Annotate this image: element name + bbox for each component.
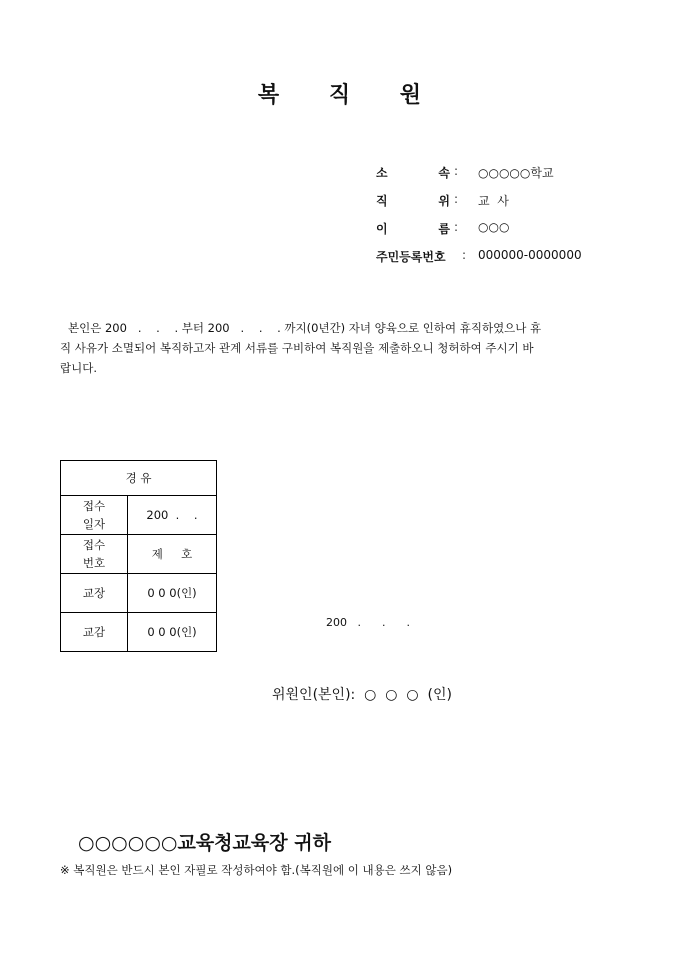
info-value: ○○○ — [478, 220, 510, 234]
info-label: 직 위 — [376, 194, 450, 208]
info-row-name — [376, 220, 582, 248]
info-colon: : — [454, 164, 459, 178]
footnote: ※ 복직원은 반드시 본인 자필로 작성하여야 함.(복직원에 이 내용은 쓰지 않음) — [60, 863, 453, 877]
paragraph-line: 본인은 200 . . . 부터 200 . . . 까지(0년간) 자녀 양육으로 인하여 휴직하였으나 휴 — [68, 321, 542, 335]
request-paragraph — [60, 318, 634, 378]
review-row-vice-principal — [61, 613, 217, 652]
recipient-line: ○○○○○○교육청교육장 귀하 — [78, 832, 331, 854]
info-colon: : — [454, 220, 459, 234]
review-header-row — [61, 461, 217, 496]
row-label: 교감 — [61, 613, 128, 652]
review-header: 경 유 — [61, 461, 217, 496]
title-char: 원 — [399, 82, 423, 108]
vice-principal-signature: 0 0 0(인) — [128, 613, 217, 652]
row-label: 접수 일자 — [61, 496, 128, 535]
info-row-position — [376, 192, 582, 220]
submission-date: 200 . . . — [326, 616, 410, 629]
applicant-info — [376, 164, 582, 276]
principal-signature: 0 0 0(인) — [128, 574, 217, 613]
paragraph-line: 랍니다. — [60, 361, 97, 375]
review-row-principal — [61, 574, 217, 613]
applicant-signature-line: 위원인(본인): ○ ○ ○ (인) — [272, 687, 452, 703]
info-value: 교 사 — [478, 194, 509, 208]
info-label: 이 름 — [376, 222, 450, 236]
info-row-resident-number — [376, 248, 582, 276]
info-value: 000000-0000000 — [478, 248, 582, 262]
title-char: 직 — [328, 82, 352, 108]
row-label: 접수 번호 — [61, 535, 128, 574]
receipt-number-value: 제 호 — [128, 535, 217, 574]
info-label: 소 속 — [376, 166, 450, 180]
paragraph-line: 직 사유가 소멸되어 복직하고자 관계 서류를 구비하여 복직원을 제출하오니 청허하여 주시기 바 — [60, 341, 534, 355]
title-char: 복 — [257, 82, 281, 108]
info-row-affiliation — [376, 164, 582, 192]
document-title — [0, 78, 680, 109]
row-label: 교장 — [61, 574, 128, 613]
review-row-receipt-date — [61, 496, 217, 535]
info-label: 주민등록번호 — [376, 250, 446, 264]
receipt-date-value: 200 . . — [128, 496, 217, 535]
review-row-receipt-number — [61, 535, 217, 574]
info-colon: : — [454, 192, 459, 206]
review-table — [60, 460, 217, 652]
info-colon: : — [462, 248, 467, 262]
info-value: ○○○○○학교 — [478, 166, 554, 180]
